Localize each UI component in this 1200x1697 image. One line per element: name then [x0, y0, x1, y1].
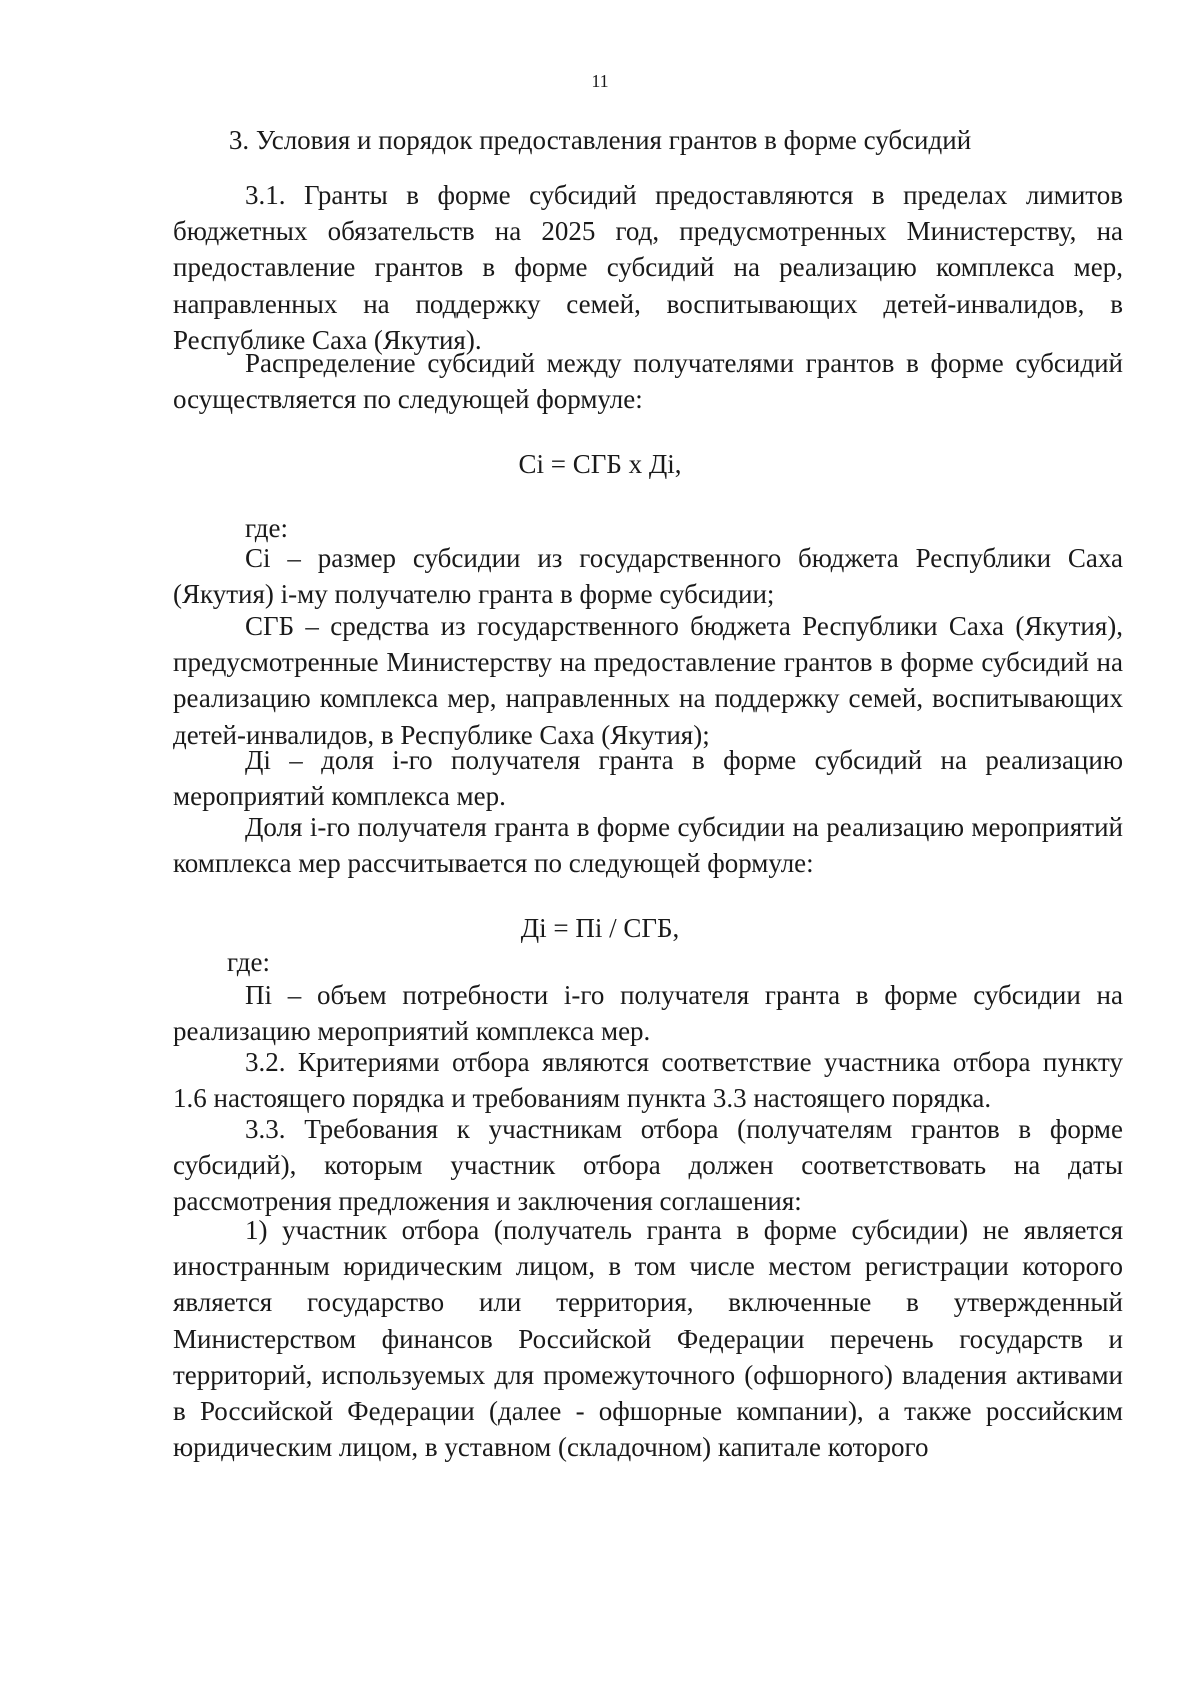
section-title: 3. Условия и порядок предоставления грантов в форме субсидий — [228, 125, 972, 155]
definition-sgb: СГБ – средства из государственного бюджета Республики Саха (Якутия), предусмотренные Министерству на предоставление грантов в форме субсидий на реализацию комплекса мер, направленных на поддержку семей, воспитывающих детей-инвалидов, в Республике Саха (Якутия); — [173, 611, 1123, 750]
formula-ci: Ci = СГБ x Дi, — [518, 449, 682, 479]
where-label-1: где: — [245, 513, 288, 543]
definition-pi: Пi – объем потребности i-го получателя гранта в форме субсидии на реализацию мероприятий комплекса мер. — [173, 980, 1123, 1047]
formula-di: Дi = Пi / СГБ, — [520, 913, 680, 943]
paragraph-3-1: 3.1. Гранты в форме субсидий предоставляются в пределах лимитов бюджетных обязательств на 2025 год, предусмотренных Министерству, на предоставление грантов в форме субсидий на реализацию комплекса мер, направленных на поддержку семей, воспитывающих детей-инвалидов, в Республике Саха (Якутия). — [173, 180, 1123, 355]
paragraph-3-3: 3.3. Требования к участникам отбора (получателям грантов в форме субсидий), которым участник отбора должен соответствовать на даты рассмотрения предложения и заключения соглашения: — [173, 1114, 1123, 1217]
where-label-2: где: — [227, 947, 270, 977]
definition-di: Дi – доля i-го получателя гранта в форме субсидий на реализацию мероприятий комплекса мер. — [173, 745, 1123, 812]
definition-ci: Ci – размер субсидии из государственного бюджета Республики Саха (Якутия) i-му получателю гранта в форме субсидии; — [173, 543, 1123, 610]
paragraph-distribution: Распределение субсидий между получателями грантов в форме субсидий осуществляется по следующей формуле: — [173, 348, 1123, 415]
paragraph-3-2: 3.2. Критериями отбора являются соответствие участника отбора пункту 1.6 настоящего порядка и требованиям пункта 3.3 настоящего порядка. — [173, 1047, 1123, 1114]
page-number: 11 — [591, 71, 609, 91]
paragraph-share-formula: Доля i-го получателя гранта в форме субсидии на реализацию мероприятий комплекса мер рассчитывается по следующей формуле: — [173, 812, 1123, 879]
paragraph-3-3-item-1: 1) участник отбора (получатель гранта в форме субсидии) не является иностранным юридическим лицом, в том числе местом регистрации которого является государство или территория, включенные в утвержденный Министерством финансов Российской Федерации перечень государств и территорий, используемых для промежуточного (офшорного) владения активами в Российской Федерации (далее - офшорные компании), а также российским юридическим лицом, в уставном (складочном) капитале которого — [173, 1215, 1123, 1463]
